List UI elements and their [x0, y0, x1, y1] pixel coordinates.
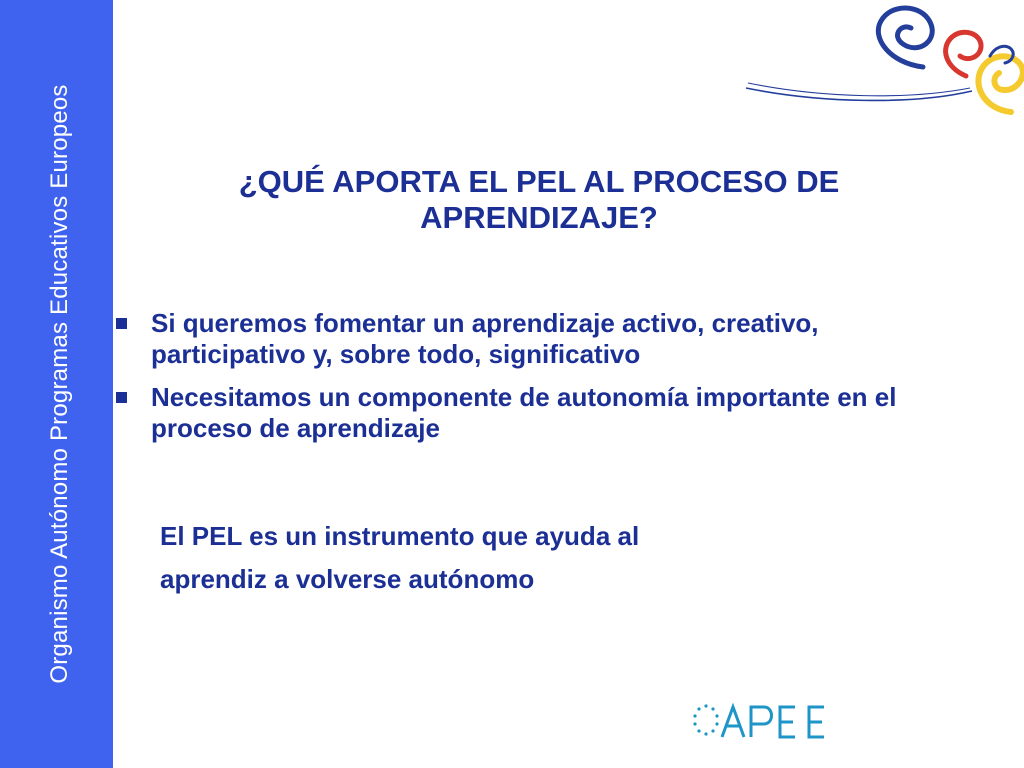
square-bullet-icon: [116, 392, 127, 403]
slide-title: ¿QUÉ APORTA EL PEL AL PROCESO DE APRENDIZAJE?: [238, 164, 840, 235]
apee-wordmark-icon: [722, 707, 824, 737]
conclusion-line: El PEL es un instrumento que ayuda al: [160, 521, 640, 551]
conclusion-text: [160, 515, 860, 601]
program-logo-icon: [740, 0, 1024, 125]
bullet-text: Necesitamos un componente de autonomía importante en el proceso de aprendizaje: [151, 382, 897, 443]
square-bullet-icon: [116, 318, 127, 329]
bullet-item: [108, 382, 948, 444]
bullet-list: [108, 308, 948, 456]
bullet-text: Si queremos fomentar un aprendizaje activo, creativo, participativo y, sobre todo, significativo: [151, 308, 819, 369]
organisation-vertical-title: Organismo Autónomo Programas Educativos Europeos: [46, 84, 73, 684]
bullet-item: [108, 308, 948, 370]
left-blue-sidebar: [0, 0, 113, 768]
apee-logo: [688, 701, 838, 745]
conclusion-line: aprendiz a volverse autónomo: [160, 564, 535, 594]
star-circle-icon: [693, 704, 718, 735]
